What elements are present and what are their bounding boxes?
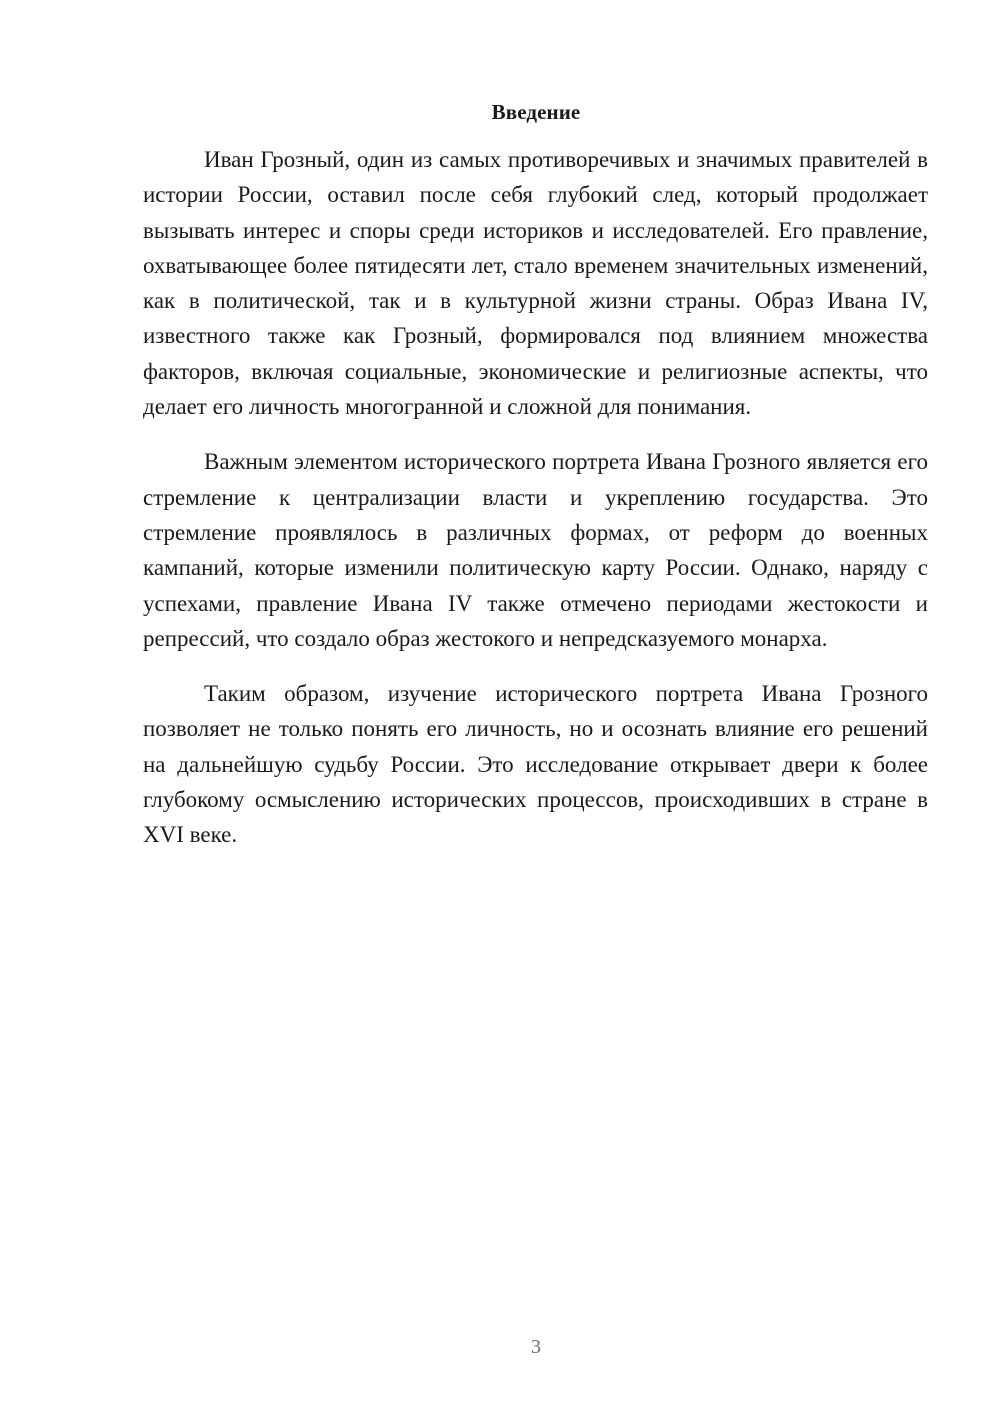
paragraph-1: Иван Грозный, один из самых противоречивых и значимых правителей в истории России, оставил после себя глубокий след, который продолжает вызывать интерес и споры среди историков и исследователей. Его правление, охватывающее более пятидесяти лет, стало временем значительных изменений, как в политической, так и в культурной жизни страны. Образ Ивана IV, известного также как Грозный, формировался под влиянием множества факторов, включая социальные, экономические и религиозные аспекты, что делает его личность многогранной и сложной для понимания. bbox=[143, 147, 928, 420]
paragraph-2: Важным элементом исторического портрета Ивана Грозного является его стремление к централизации власти и укреплению государства. Это стремление проявлялось в различных формах, от реформ до военных кампаний, которые изменили политическую карту России. Однако, наряду с успехами, правление Ивана IV также отмечено периодами жестокости и репрессий, что создало образ жестокого и непредсказуемого монарха. bbox=[143, 449, 928, 651]
section-title: Введение bbox=[491, 100, 581, 124]
page-number: 3 bbox=[531, 1336, 541, 1358]
paragraph-3: Таким образом, изучение исторического портрета Ивана Грозного позволяет не только понять его личность, но и осознать влияние его решений на дальнейшую судьбу России. Это исследование открывает двери к более глубокому осмыслению исторических процессов, происходивших в стране в XVI веке. bbox=[143, 681, 928, 848]
document-body bbox=[143, 142, 928, 853]
